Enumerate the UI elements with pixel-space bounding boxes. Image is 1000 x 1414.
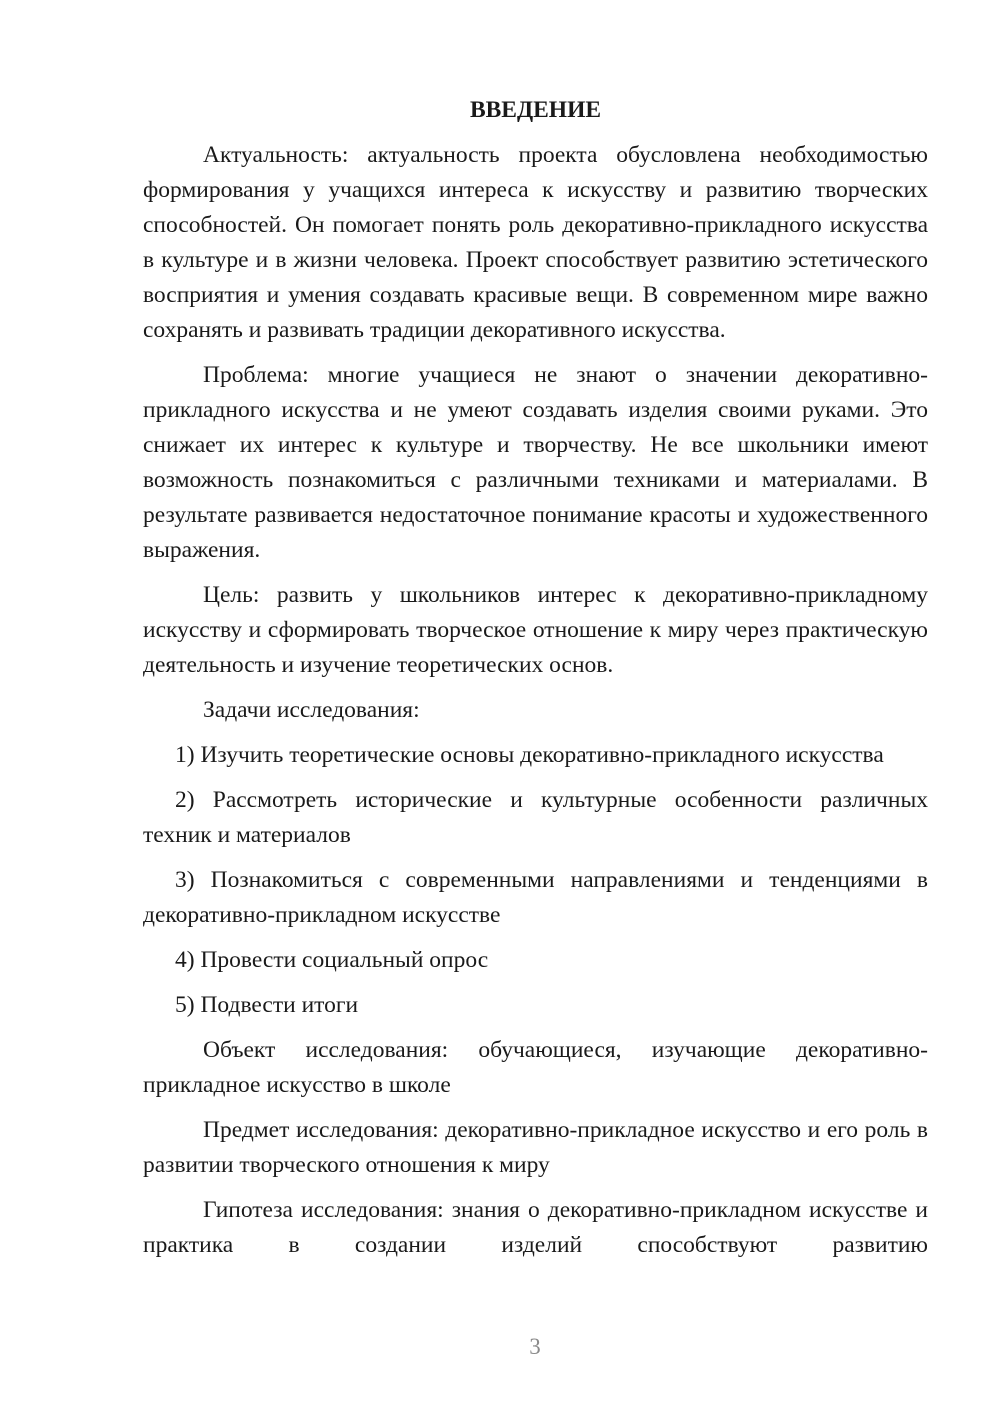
hypothesis-paragraph: Гипотеза исследования: знания о декоративно-прикладном искусстве и практика в создании изделий способствуют развитию [143,1197,928,1258]
task-item-1: 1) Изучить теоретические основы декоративно-прикладного искусства [175,742,884,768]
object-paragraph: Объект исследования: обучающиеся, изучающие декоративно-прикладное искусство в школе [143,1037,928,1098]
page-content [143,93,928,1273]
relevance-paragraph: Актуальность: актуальность проекта обусловлена необходимостью формирования у учащихся интереса к искусству и развитию творческих способностей. Он помогает понять роль декоративно-прикладного искусства в культуре и в жизни человека. Проект способствует развитию эстетического восприятия и умения создавать красивые вещи. В современном мире важно сохранять и развивать традиции декоративного искусства. [143,142,928,343]
task-item-4: 4) Провести социальный опрос [175,947,489,973]
subject-paragraph: Предмет исследования: декоративно-прикладное искусство и его роль в развитии творческого отношения к миру [143,1117,928,1178]
tasks-heading: Задачи исследования: [203,697,420,723]
goal-paragraph: Цель: развить у школьников интерес к декоративно-прикладному искусству и сформировать творческое отношение к миру через практическую деятельность и изучение теоретических основ. [143,582,928,678]
task-item-3: 3) Познакомиться с современными направлениями и тенденциями в декоративно-прикладном искусстве [143,867,928,928]
task-item-2: 2) Рассмотреть исторические и культурные особенности различных техник и материалов [143,787,928,848]
task-item-5: 5) Подвести итоги [175,992,359,1018]
problem-paragraph: Проблема: многие учащиеся не знают о значении декоративно-прикладного искусства и не умеют создавать изделия своими руками. Это снижает их интерес к культуре и творчеству. Не все школьники имеют возможность познакомиться с различными техниками и материалами. В результате развивается недостаточное понимание красоты и художественного выражения. [143,362,928,563]
page-number: 3 [529,1334,541,1359]
page-title: ВВЕДЕНИЕ [469,97,602,123]
